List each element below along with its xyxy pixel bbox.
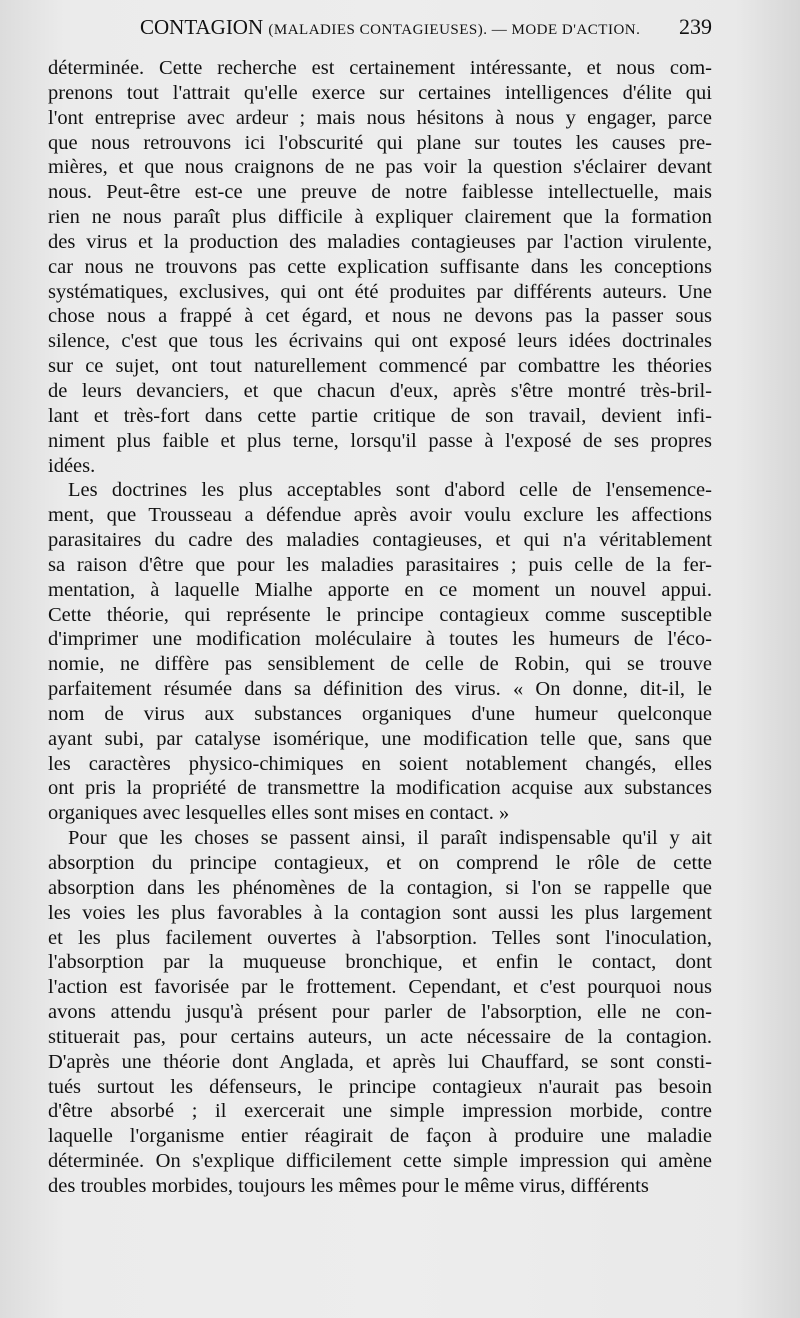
- text-line: parfaitement résumée dans sa définition des virus. « On donne, dit-il, le: [48, 678, 712, 701]
- text-line: ment, que Trousseau a défendue après avoir voulu exclure les affections: [48, 504, 712, 527]
- text-line: systématiques, exclusives, qui ont été produites par différents auteurs. Une: [48, 280, 712, 303]
- text-line: Les doctrines les plus acceptables sont d'abord celle de l'ensemence-: [68, 479, 712, 502]
- text-line: tués surtout les défenseurs, le principe contagieux n'aurait pas besoin: [48, 1075, 712, 1098]
- text-line: D'après une théorie dont Anglada, et après lui Chauffard, se sont consti-: [48, 1050, 712, 1073]
- text-line: sa raison d'être que pour les maladies parasitaires ; puis celle de la fer-: [48, 553, 712, 576]
- text-line: que nous retrouvons ici l'obscurité qui plane sur toutes les causes pre-: [48, 131, 712, 154]
- running-title-main: CONTAGION: [140, 15, 264, 39]
- text-line: mières, et que nous craignons de ne pas voir la question s'éclairer devant: [48, 156, 712, 179]
- text-line: stituerait pas, pour certains auteurs, un acte nécessaire de la contagion.: [48, 1025, 712, 1048]
- text-line: mentation, à laquelle Mialhe apporte en ce moment un nouvel appui.: [48, 578, 712, 601]
- text-line: nomie, ne diffère pas sensiblement de celle de Robin, qui se trouve: [48, 653, 712, 676]
- text-line: laquelle l'organisme entier réagirait de façon à produire une maladie: [48, 1125, 712, 1148]
- text-line: d'imprimer une modification moléculaire à toutes les humeurs de l'éco-: [48, 628, 712, 651]
- running-head: [48, 10, 712, 44]
- text-line: ayant subi, par catalyse isomérique, une modification telle que, sans que: [48, 727, 712, 750]
- text-line: rien ne nous paraît plus difficile à expliquer clairement que la formation: [48, 206, 712, 229]
- text-line: lant et très-fort dans cette partie critique de son travail, devient infi-: [48, 404, 712, 427]
- page-number: 239: [679, 14, 712, 39]
- text-line: les voies les plus favorables à la contagion sont aussi les plus largement: [48, 901, 712, 924]
- text-line: silence, c'est que tous les écrivains qui ont exposé leurs idées doctrinales: [48, 330, 712, 353]
- paragraph: [48, 478, 712, 826]
- text-line: absorption dans les phénomènes de la contagion, si l'on se rappelle que: [48, 876, 712, 899]
- text-line: idées.: [48, 454, 96, 477]
- text-line: et les plus facilement ouvertes à l'absorption. Telles sont l'inoculation,: [48, 926, 712, 949]
- running-title: [140, 10, 640, 47]
- text-line: déterminée. On s'explique difficilement cette simple impression qui amène: [48, 1150, 712, 1173]
- text-line: prenons tout l'attrait qu'elle exerce sur certaines intelligences d'élite qui: [48, 81, 712, 104]
- text-line: d'être absorbé ; il exercerait une simple impression morbide, contre: [48, 1100, 712, 1123]
- running-title-small: (MALADIES CONTAGIEUSES). — MODE D'ACTION.: [268, 22, 641, 38]
- text-line: déterminée. Cette recherche est certainement intéressante, et nous com-: [48, 57, 712, 79]
- text-line: les caractères physico-chimiques en soient notablement changés, elles: [48, 752, 712, 775]
- text-line: niment plus faible et plus terne, lorsqu'il passe à l'exposé de ses propres: [48, 429, 712, 452]
- text-line: sur ce sujet, ont tout naturellement commencé par combattre les théories: [48, 355, 712, 378]
- text-line: l'action est favorisée par le frottement. Cependant, et c'est pourquoi nous: [48, 976, 712, 999]
- text-line: l'ont entreprise avec ardeur ; mais nous hésitons à nous y engager, parce: [48, 106, 712, 129]
- paragraph: [48, 56, 712, 478]
- text-line: chose nous a frappé à cet égard, et nous ne devons pas la passer sous: [48, 305, 712, 328]
- text-line: ont pris la propriété de transmettre la modification acquise aux substances: [48, 777, 712, 800]
- text-line: car nous ne trouvons pas cette explication suffisante dans les conceptions: [48, 255, 712, 278]
- body-text: [48, 56, 712, 1199]
- text-line: Cette théorie, qui représente le principe contagieux comme susceptible: [48, 603, 712, 626]
- text-line: des virus et la production des maladies contagieuses par l'action virulente,: [48, 230, 712, 253]
- text-line: organiques avec lesquelles elles sont mises en contact. »: [48, 802, 510, 825]
- text-line: l'absorption par la muqueuse bronchique, et enfin le contact, dont: [48, 951, 712, 974]
- text-line: parasitaires du cadre des maladies contagieuses, et qui n'a véritablement: [48, 529, 712, 552]
- text-line: Pour que les choses se passent ainsi, il paraît indispensable qu'il y ait: [68, 827, 712, 850]
- text-line: absorption du principe contagieux, et on comprend le rôle de cette: [48, 852, 712, 874]
- text-line: nom de virus aux substances organiques d'une humeur quelconque: [48, 702, 712, 725]
- text-line: de leurs devanciers, et que chacun d'eux, après s'être montré très-bril-: [48, 379, 712, 402]
- text-line: avons attendu jusqu'à présent pour parler de l'absorption, elle ne con-: [48, 1001, 712, 1024]
- text-line: des troubles morbides, toujours les mêmes pour le même virus, différents: [48, 1174, 649, 1197]
- text-line: nous. Peut-être est-ce une preuve de notre faiblesse intellectuelle, mais: [48, 181, 712, 204]
- paragraph: [48, 826, 712, 1199]
